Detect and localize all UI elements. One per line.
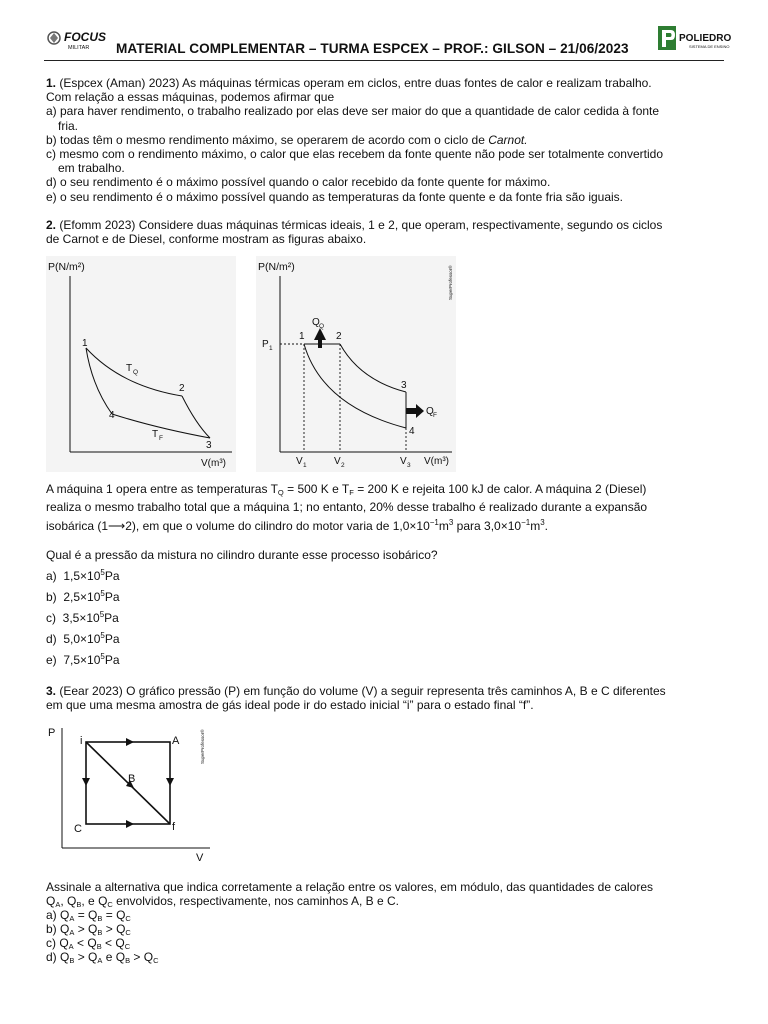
fig1-point-1: 1 xyxy=(82,338,88,349)
fig1-tf: T xyxy=(152,429,159,440)
q3-option-b: b) $Q_A > Q_B > Q_C$ xyxy=(46,922,131,937)
fig2-p1-sub: 1 xyxy=(269,345,273,352)
q2-option-e: e) $7,5\times 10^5Pa$ xyxy=(46,652,120,667)
q3-fig-i: i xyxy=(80,735,83,747)
q3-line-2: em que uma mesma amostra de gás ideal pode ir do estado inicial “i” para o estado final “f”. xyxy=(46,698,534,713)
q1-option-a: a) para haver rendimento, o trabalho realizado por elas deve ser maior do que a quantidade de calor cedida à fonte xyxy=(46,104,660,119)
q3-fig-p: P xyxy=(48,727,56,739)
carnot-diagram xyxy=(46,256,236,472)
fig2-point-2: 2 xyxy=(336,331,342,342)
fig2-p1: P xyxy=(262,339,269,350)
diesel-diagram xyxy=(256,256,456,472)
pv-paths-diagram xyxy=(46,722,216,866)
fig2-ylabel: P(N/m²) xyxy=(258,261,295,273)
fig2-point-4: 4 xyxy=(409,426,415,437)
fig2-qf: Q xyxy=(426,406,434,417)
fig2-v2: V xyxy=(334,456,341,467)
q1-option-a-cont: fria. xyxy=(58,118,79,133)
poliedro-logo xyxy=(656,22,732,56)
fig2-point-3: 3 xyxy=(401,380,407,391)
q1-line-1: (Espcex (Aman) 2023) As máquinas térmicas operam em ciclos, entre duas fontes de calor e realizam trabalho. xyxy=(59,76,652,90)
svg-text:MILITAR: MILITAR xyxy=(68,45,90,51)
svg-text:POLIEDRO: POLIEDRO xyxy=(679,33,732,44)
q3-option-d: d) $Q_B > Q_A$ e $Q_B > Q_C$ xyxy=(46,950,159,965)
q2-option-d: d) $5,0\times 10^5Pa$ xyxy=(46,631,120,646)
fig1-point-4: 4 xyxy=(109,410,115,421)
q2-line-1: (Efomm 2023) Considere duas máquinas térmicas ideais, 1 e 2, que operam, respectivamente, segundo os ciclos xyxy=(59,218,663,232)
q1-option-c: c) mesmo com o rendimento máximo, o calor que elas recebem da fonte quente não pode ser totalmente convertido xyxy=(46,147,663,162)
fig1-xlabel: V(m³) xyxy=(201,458,226,469)
q1-option-b: b) todas têm o mesmo rendimento máximo, se operarem de acordo com o ciclo de Carnot. xyxy=(46,132,528,147)
fig2-qq: Q xyxy=(312,317,320,328)
focus-militar-logo xyxy=(46,26,106,54)
q2-line-2: de Carnot e de Diesel, conforme mostram as figuras abaixo. xyxy=(46,232,367,247)
q3-fig-c: C xyxy=(74,823,82,835)
fig2-watermark: SuperProfessor® xyxy=(448,265,453,300)
svg-text:FOCUS: FOCUS xyxy=(64,30,106,44)
fig1-tq-sub: Q xyxy=(133,369,139,376)
fig2-qq-sub: Q xyxy=(319,323,325,330)
fig2-point-1: 1 xyxy=(299,331,305,342)
question-1 xyxy=(46,76,722,204)
q3-fig-a: A xyxy=(172,735,180,747)
fig1-point-3: 3 xyxy=(206,440,212,451)
q2-option-a: a) $1,5\times 10^5Pa$ xyxy=(46,568,120,583)
fig1-ylabel: P(N/m²) xyxy=(48,261,85,273)
q3-option-a: a) $Q_A = Q_B = Q_C$ xyxy=(46,908,131,923)
long-arrow-icon: ⟶ xyxy=(108,519,126,534)
q3-fig-v: V xyxy=(196,852,204,864)
fig1-tq: T xyxy=(126,363,133,374)
fig2-qf-sub: F xyxy=(433,412,437,419)
fig2-xlabel: V(m³) xyxy=(424,456,449,467)
fig2-v3-sub: 3 xyxy=(407,462,411,469)
q3-prompt: Assinale a alternativa que indica corretamente a relação entre os valores, em módulo, das quantidades de calores $Q_A$, $Q_B$, e $Q_C$ envolvidos, respectivamente, nos caminhos A, B e C. xyxy=(46,880,654,910)
q3-fig-b: B xyxy=(128,773,136,785)
q2-option-b: b) $2,5\times 10^5Pa$ xyxy=(46,589,120,604)
fig2-v1-sub: 1 xyxy=(303,462,307,469)
fig2-v2-sub: 2 xyxy=(341,462,345,469)
q1-option-d: d) o seu rendimento é o máximo possível quando o calor recebido da fonte quente for máximo. xyxy=(46,175,551,190)
q1-option-c-cont: em trabalho. xyxy=(58,161,125,176)
q3-line-1: (Eear 2023) O gráfico pressão (P) em função do volume (V) a seguir representa três caminhos A, B e C diferentes xyxy=(59,684,666,698)
q3-number: 3. xyxy=(46,684,57,698)
q2-option-c: c) $3,5\times 10^5Pa$ xyxy=(46,610,119,625)
fig1-point-2: 2 xyxy=(179,383,185,394)
fig2-v3: V xyxy=(400,456,407,467)
q3-fig-f: f xyxy=(172,821,176,833)
q2-body: A máquina 1 opera entre as temperaturas $T_Q = 500$ K e $T_F = 200$ K e rejeita 100 kJ de calor. A máquina 2 (Diesel) realiza o mesmo trabalho total que a máquina 1; no entanto, 20% desse trabalho é realizado durante a expansão isobárica (1⟶2), em que o volume do cilindro do motor varia de $1,0\times 10^{-1}m^3$ para $3,0\times 10^{-1}m^3$. xyxy=(46,482,648,534)
question-3 xyxy=(46,684,722,712)
q3-option-c: c) $Q_A < Q_B < Q_C$ xyxy=(46,936,131,951)
q2-number: 2. xyxy=(46,218,57,232)
svg-text:SISTEMA DE ENSINO: SISTEMA DE ENSINO xyxy=(689,44,730,49)
q1-option-e: e) o seu rendimento é o máximo possível quando as temperaturas da fonte quente e da fonte fria são iguais. xyxy=(46,189,624,204)
question-2 xyxy=(46,218,722,246)
q2-question: Qual é a pressão da mistura no cilindro durante esse processo isobárico? xyxy=(46,548,438,562)
fig1-tf-sub: F xyxy=(159,435,163,442)
header-rule xyxy=(44,60,724,61)
fig2-v1: V xyxy=(296,456,303,467)
q1-line-2: Com relação a essas máquinas, podemos afirmar que xyxy=(46,90,335,105)
header-title: MATERIAL COMPLEMENTAR – TURMA ESPCEX – PROF.: GILSON – 21/06/2023 xyxy=(116,41,629,56)
q3-fig-watermark: SuperProfessor® xyxy=(200,729,205,764)
q1-number: 1. xyxy=(46,76,57,90)
